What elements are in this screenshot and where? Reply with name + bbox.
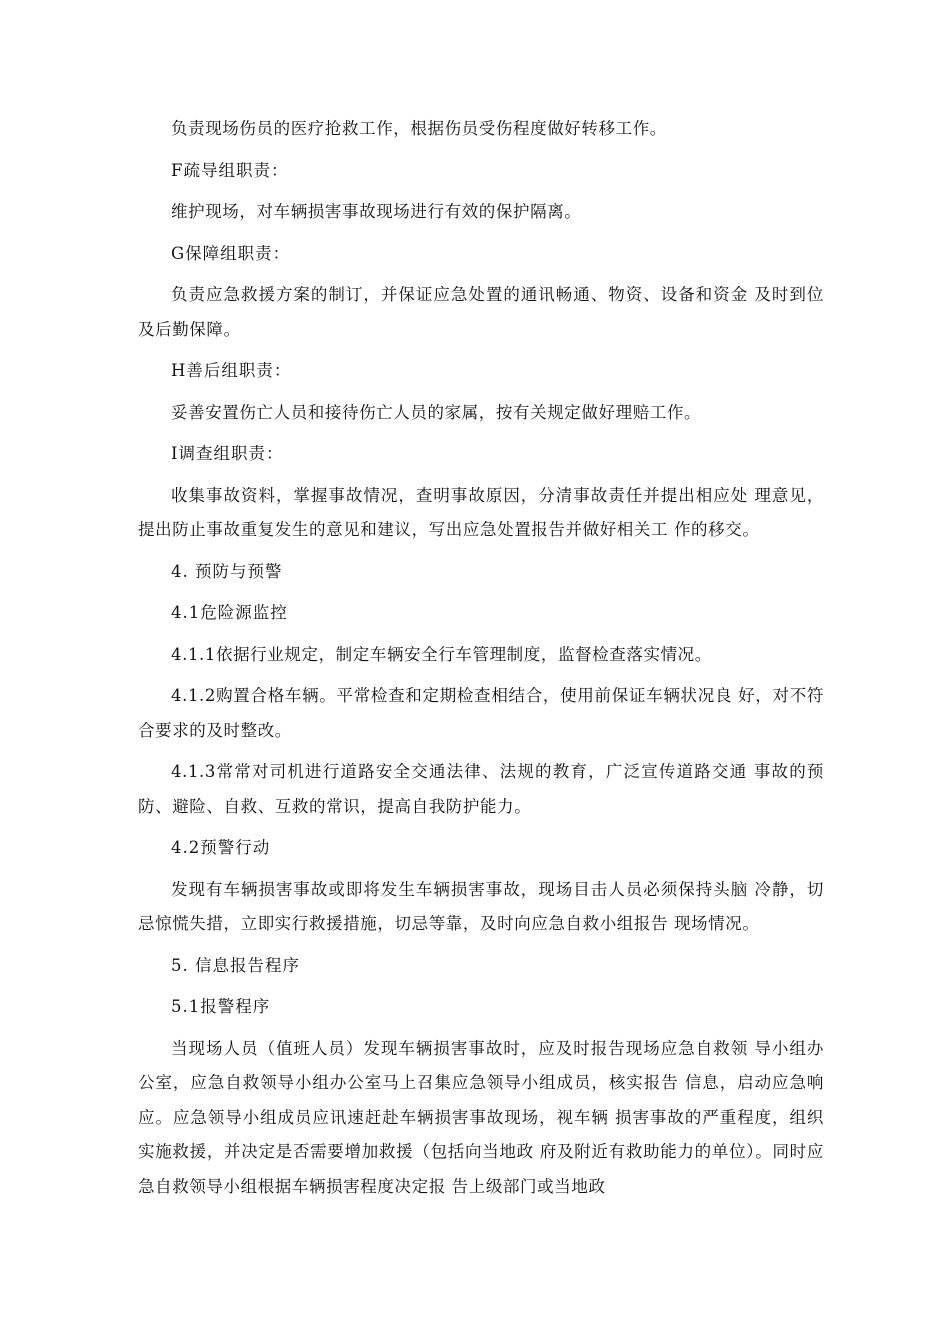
document-page: [138, 112, 824, 1211]
heading-alarm-procedure: 5.1报警程序: [171, 997, 271, 1016]
paragraph-alarm-procedure: 当现场人员（值班人员）发现车辆损害事故时，应及时报告现场应急自救领 导小组办公室，应急自救领导小组办公室马上召集应急领导小组成员，核实报告 信息，启动应急响应。应急领导小组成员应讯速赶赴车辆损害事故现场，视车辆 损害事故的严重程度，组织实施救援，并决定是否需要增加救援（包括向当地政 府及附近有救助能力的单位）。同时应急自救领导小组根据车辆损害程度决定报 告上级部门或当地政: [138, 1038, 824, 1196]
paragraph-aftermath-duty: 妥善安置伤亡人员和接待伤亡人员的家属，按有关规定做好理赔工作。: [171, 402, 702, 422]
paragraph-4-1-2: 4.1.2购置合格车辆。平常检查和定期检查相结合，使用前保证车辆状况良 好，对不符合要求的及时整改。: [138, 686, 824, 740]
paragraph-medical-duty: 负责现场伤员的医疗抢救工作，根据伤员受伤程度做好转移工作。: [171, 119, 667, 138]
heading-info-report: 5. 信息报告程序: [171, 955, 300, 975]
paragraph-4-1-3: 4.1.3常常对司机进行道路安全交通法律、法规的教育，广泛宣传道路交通 事故的预防、避险、自救、互救的常识，提高自我防护能力。: [138, 762, 824, 816]
paragraph-4-1-1: 4.1.1依据行业规定，制定车辆安全行车管理制度，监督检查落实情况。: [171, 644, 712, 664]
heading-investigation-group: I调查组职责：: [171, 444, 284, 463]
heading-prevention-warning: 4. 预防与预警: [171, 561, 283, 581]
heading-aftermath-group: H善后组职责：: [171, 361, 292, 380]
heading-hazard-monitoring: 4.1危险源监控: [171, 603, 288, 622]
heading-warning-action: 4.2预警行动: [171, 838, 271, 857]
heading-support-group: G保障组职责：: [171, 243, 291, 263]
paragraph-support-duty: 负责应急救援方案的制订，并保证应急处置的通讯畅通、物资、设备和资金 及时到位及后勤保障。: [138, 285, 824, 339]
paragraph-guidance-duty: 维护现场，对车辆损害事故现场进行有效的保护隔离。: [171, 202, 582, 221]
paragraph-warning-action: 发现有车辆损害事故或即将发生车辆损害事故，现场目击人员必须保持头脑 冷静，切忌惊慌失措，立即实行救援措施，切忌等靠，及时向应急自救小组报告 现场情况。: [138, 879, 824, 933]
heading-guidance-group: F疏导组职责：: [171, 160, 289, 180]
paragraph-investigation-duty: 收集事故资料，掌握事故情况，查明事故原因，分清事故责任并提出相应处 理意见，提出防止事故重复发生的意见和建议，写出应急处置报告并做好相关工 作的移交。: [138, 485, 824, 539]
